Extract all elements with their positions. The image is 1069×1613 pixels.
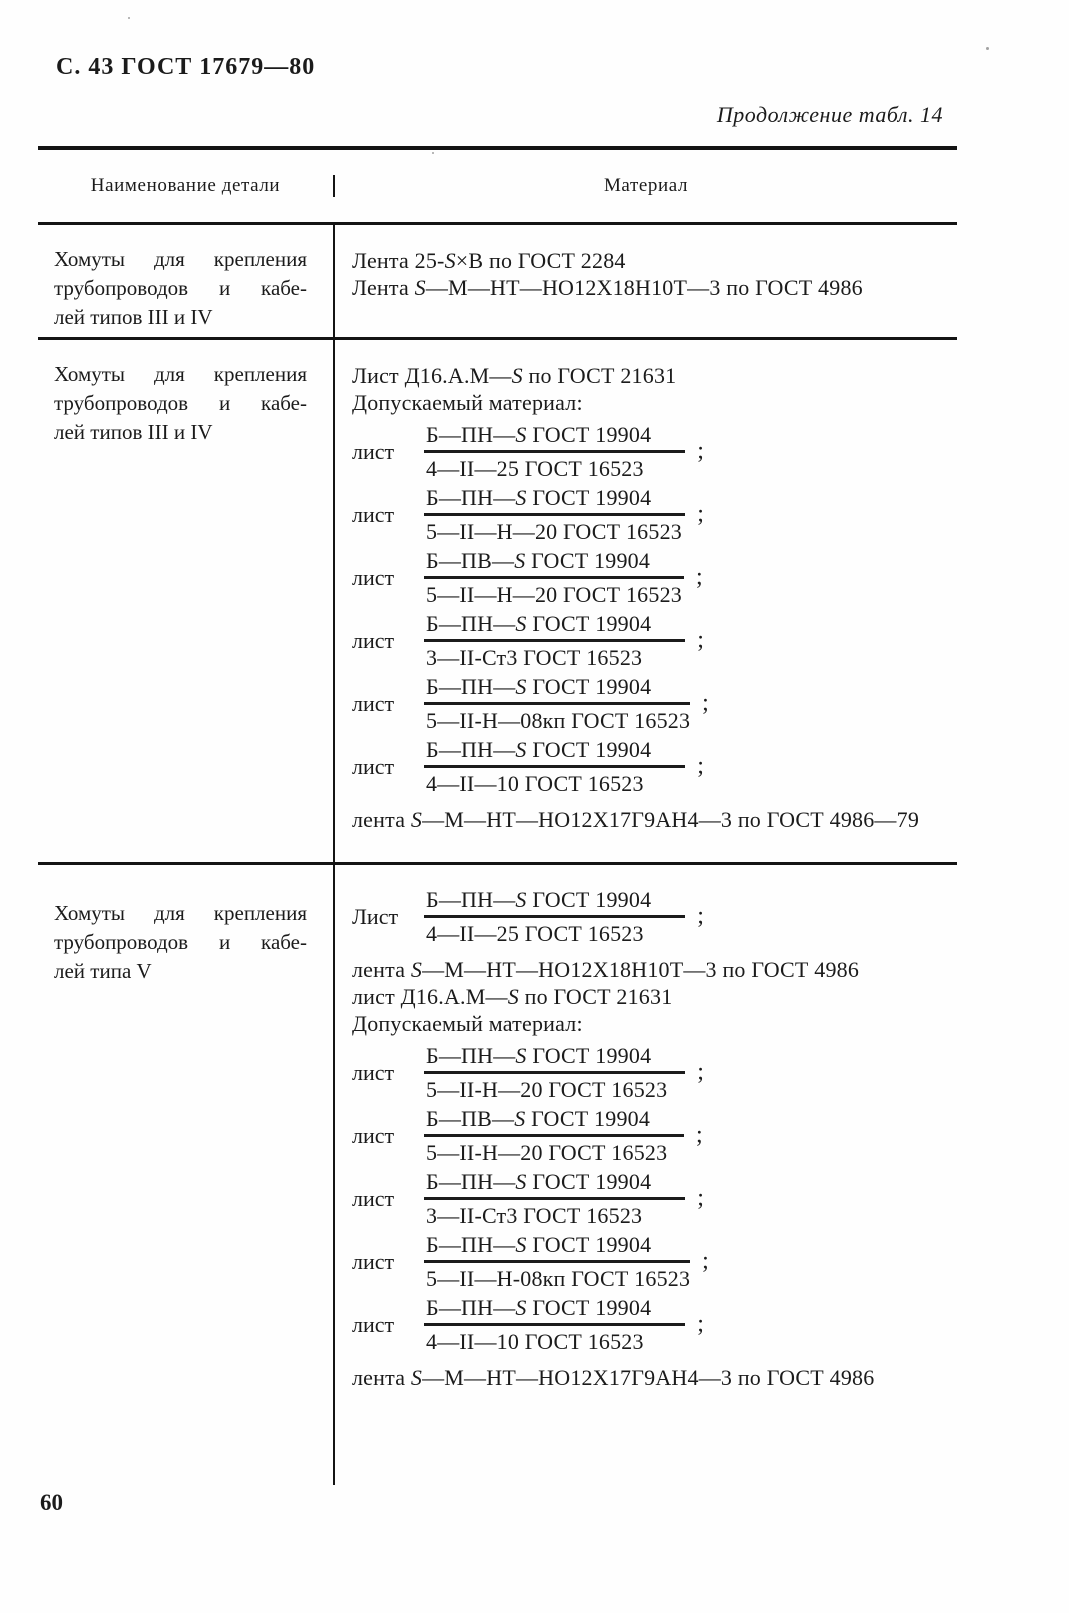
material-line: Допускаемый материал: [352, 1011, 583, 1036]
part-name-cell [38, 340, 335, 862]
part-name-line: лей типов III и IV [54, 420, 213, 444]
fraction-label: лист [352, 1122, 395, 1148]
fraction-stack [424, 737, 685, 796]
fraction-numerator: Б—ПН—S ГОСТ 19904 [424, 611, 685, 642]
fraction-label: лист [352, 627, 395, 653]
scan-speck [986, 47, 989, 50]
material-cell [335, 340, 970, 862]
fraction-stack [424, 887, 685, 946]
material-line: Лента S—М—НТ—НО12Х18Н10Т—3 по ГОСТ 4986 [352, 275, 863, 300]
fraction-stack [424, 1295, 685, 1354]
material-cell [335, 225, 957, 337]
material-cell [335, 865, 957, 1485]
fraction-numerator: Б—ПН—S ГОСТ 19904 [424, 1043, 685, 1074]
fraction-stack [424, 674, 690, 733]
fraction-label: лист [352, 1059, 395, 1085]
scan-speck [128, 17, 130, 19]
material-fraction [352, 1295, 939, 1354]
material-fraction [352, 737, 952, 796]
fraction-stack [424, 548, 684, 607]
material-line: лента S—М—НТ—НО12Х17Г9АН4—3 по ГОСТ 4986—79 [352, 807, 920, 832]
material-fraction [352, 674, 952, 733]
fraction-stack [424, 1106, 684, 1165]
column-header-part-name: Наименование детали [38, 175, 335, 197]
fraction-numerator: Б—ПВ—S ГОСТ 19904 [424, 1106, 684, 1137]
part-name-line: Хомуты для крепления [54, 901, 307, 925]
material-fraction [352, 611, 952, 670]
fraction-label: лист [352, 690, 395, 716]
fraction-separator: ; [697, 1311, 704, 1337]
fraction-denominator: 4—II—10 ГОСТ 16523 [426, 771, 644, 796]
material-fraction [352, 1169, 939, 1228]
material-line: лента S—М—НТ—НО12Х17Г9АН4—3 по ГОСТ 4986 [352, 1365, 875, 1390]
fraction-numerator: Б—ПН—S ГОСТ 19904 [424, 1295, 685, 1326]
fraction-stack [424, 1232, 690, 1291]
fraction-separator: ; [697, 438, 704, 464]
scan-speck [432, 152, 434, 154]
fraction-denominator: 3—II-Ст3 ГОСТ 16523 [426, 645, 643, 670]
fraction-separator: ; [702, 690, 709, 716]
fraction-stack [424, 1043, 685, 1102]
material-fraction [352, 485, 952, 544]
part-name-line: трубопроводов и кабе- [54, 391, 307, 415]
fraction-stack [424, 611, 685, 670]
fraction-numerator: Б—ПН—S ГОСТ 19904 [424, 422, 685, 453]
material-fraction [352, 887, 939, 946]
fraction-denominator: 4—II—10 ГОСТ 16523 [426, 1329, 644, 1354]
fraction-label: лист [352, 1248, 395, 1274]
fraction-separator: ; [697, 753, 704, 779]
fraction-denominator: 3—II-Ст3 ГОСТ 16523 [426, 1203, 643, 1228]
fraction-separator: ; [697, 903, 704, 929]
fraction-denominator: 5—II—Н-08кп ГОСТ 16523 [426, 1266, 691, 1291]
part-name-line: лей типов III и IV [54, 305, 213, 329]
fraction-numerator: Б—ПН—S ГОСТ 19904 [424, 887, 685, 918]
fraction-numerator: Б—ПН—S ГОСТ 19904 [424, 1232, 690, 1263]
table-header-row [38, 150, 957, 225]
fraction-separator: ; [697, 1185, 704, 1211]
page-number: 60 [40, 1490, 63, 1515]
material-line: лента S—М—НТ—НО12Х18Н10Т—3 по ГОСТ 4986 [352, 957, 860, 982]
fraction-denominator: 5—II—Н—20 ГОСТ 16523 [426, 519, 682, 544]
fraction-label: лист [352, 1311, 395, 1337]
fraction-separator: ; [697, 501, 704, 527]
fraction-label: лист [352, 753, 395, 779]
part-name-cell [38, 225, 335, 337]
fraction-denominator: 4—II—25 ГОСТ 16523 [426, 456, 644, 481]
fraction-numerator: Б—ПН—S ГОСТ 19904 [424, 674, 690, 705]
part-name-line: лей типа V [54, 959, 152, 983]
fraction-stack [424, 485, 685, 544]
column-header-material: Материал [603, 175, 689, 196]
fraction-label: лист [352, 1185, 395, 1211]
material-line: Лента 25-S×В по ГОСТ 2284 [352, 248, 626, 273]
fraction-separator: ; [696, 1122, 703, 1148]
table-row-clamps-V [38, 865, 957, 1485]
fraction-numerator: Б—ПВ—S ГОСТ 19904 [424, 548, 684, 579]
table-row-clamps-III-IV-sheet [38, 340, 957, 865]
table-continuation-caption: Продолжение табл. 14 [716, 102, 943, 127]
page-title: С. 43 ГОСТ 17679—80 [56, 54, 316, 80]
fraction-numerator: Б—ПН—S ГОСТ 19904 [424, 485, 685, 516]
fraction-label: лист [352, 438, 395, 464]
fraction-denominator: 5—II—Н—20 ГОСТ 16523 [426, 582, 682, 607]
material-line: Лист Д16.А.М—S по ГОСТ 21631 [352, 363, 677, 388]
material-fraction [352, 1043, 939, 1102]
fraction-denominator: 4—II—25 ГОСТ 16523 [426, 921, 644, 946]
part-name-line: Хомуты для крепления [54, 247, 307, 271]
fraction-label: лист [352, 564, 395, 590]
part-name-line: трубопроводов и кабе- [54, 930, 307, 954]
material-fraction [352, 1106, 939, 1165]
material-fraction [352, 548, 952, 607]
material-fraction [352, 422, 952, 481]
part-name-line: Хомуты для крепления [54, 362, 307, 386]
fraction-numerator: Б—ПН—S ГОСТ 19904 [424, 1169, 685, 1200]
fraction-numerator: Б—ПН—S ГОСТ 19904 [424, 737, 685, 768]
materials-table [38, 146, 957, 1485]
part-name-cell [38, 865, 335, 1485]
part-name-line: трубопроводов и кабе- [54, 276, 307, 300]
fraction-denominator: 5—II-Н—20 ГОСТ 16523 [426, 1077, 668, 1102]
material-fraction [352, 1232, 939, 1291]
fraction-denominator: 5—II-Н—08кп ГОСТ 16523 [426, 708, 691, 733]
material-line: Допускаемый материал: [352, 390, 583, 415]
table-row-clamps-III-IV-tape [38, 225, 957, 340]
fraction-separator: ; [702, 1248, 709, 1274]
fraction-denominator: 5—II-Н—20 ГОСТ 16523 [426, 1140, 668, 1165]
fraction-separator: ; [696, 564, 703, 590]
fraction-separator: ; [697, 627, 704, 653]
fraction-label: лист [352, 501, 395, 527]
fraction-label: Лист [352, 903, 399, 929]
fraction-separator: ; [697, 1059, 704, 1085]
fraction-stack [424, 1169, 685, 1228]
fraction-stack [424, 422, 685, 481]
material-line: лист Д16.А.М—S по ГОСТ 21631 [352, 984, 673, 1009]
